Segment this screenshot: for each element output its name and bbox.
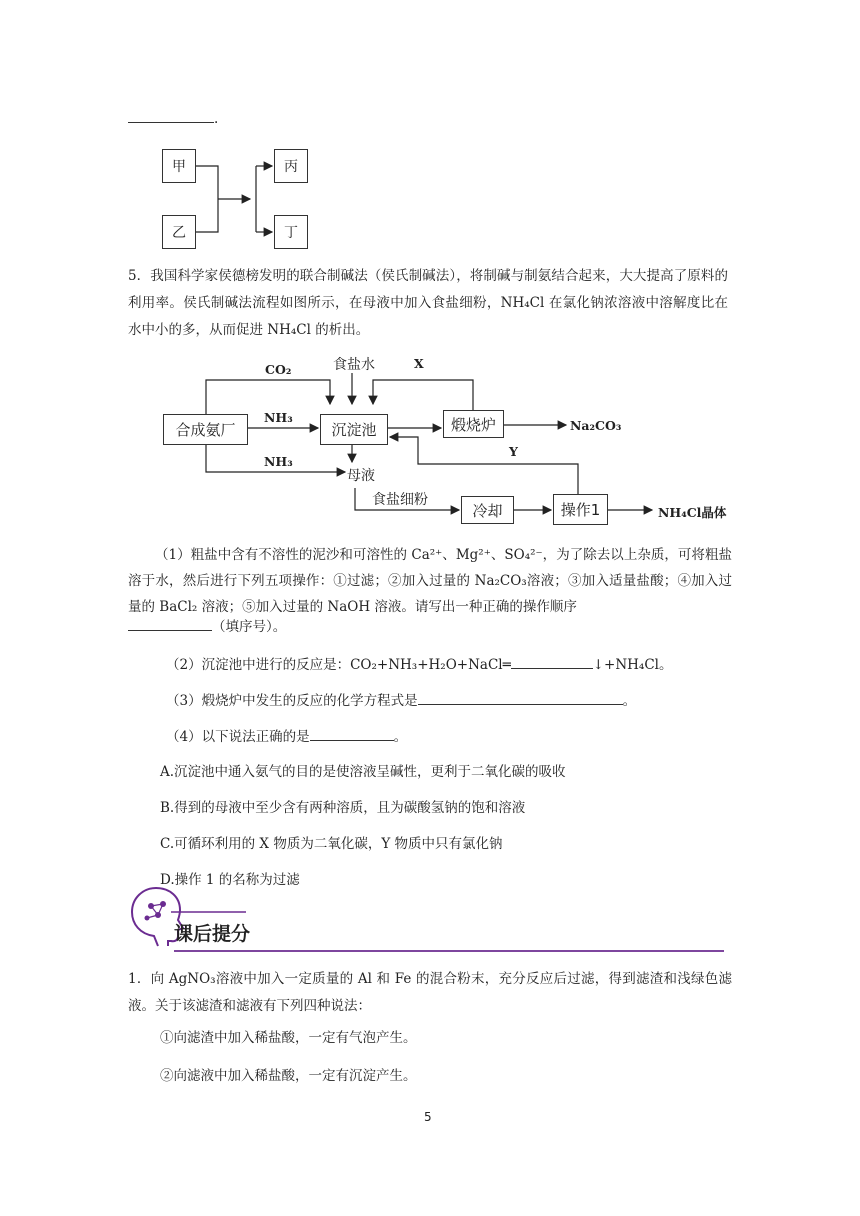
label-nh3-top: NH₃: [264, 410, 293, 425]
q5-sub1-text: （1）粗盐中含有不溶性的泥沙和可溶性的 Ca²⁺、Mg²⁺、SO₄²⁻，为了除去以上杂质，可将粗盐溶于水，然后进行下列五项操作：①过滤；②加入过量的 Na₂CO₃溶液；③加入适量盐酸；④加入过量的 BaCl₂ 溶液；⑤加入过量的 NaOH 溶液。请写出一种正确的操作顺序: [128, 547, 732, 615]
q1-item-2: ②向滤液中加入稀盐酸，一定有沉淀产生。: [160, 1068, 417, 1084]
q5-subquestion-3: （3）煅烧炉中发生的反应的化学方程式是 。: [166, 690, 636, 711]
page-number: 5: [424, 1110, 432, 1124]
label-x: X: [414, 356, 424, 371]
q1-item-1: ①向滤渣中加入稀盐酸，一定有气泡产生。: [160, 1030, 417, 1046]
box-settling-tank: 沉淀池: [320, 414, 388, 445]
box-operation-1: 操作1: [553, 494, 608, 525]
label-fine-salt: 食盐细粉: [372, 492, 428, 508]
label-co2: CO₂: [265, 362, 292, 377]
box-bing: 丙: [274, 149, 308, 183]
box-ding: 丁: [274, 215, 308, 249]
label-mother-liquor: 母液: [347, 468, 375, 484]
q5-subquestion-4: （4）以下说法正确的是 。: [166, 726, 407, 747]
label-y: Y: [509, 444, 518, 459]
box-jia: 甲: [162, 149, 196, 183]
box-yi: 乙: [162, 215, 196, 249]
answer-blank-line: .: [128, 108, 218, 129]
label-nh4cl-crystal: NH₄Cl晶体: [658, 505, 727, 520]
section-title: 课后提分: [174, 923, 251, 945]
label-brine: 食盐水: [333, 357, 375, 373]
label-nh3-bottom: NH₃: [264, 454, 293, 469]
q1-intro: 1．向 AgNO₃溶液中加入一定质量的 Al 和 Fe 的混合粉末，充分反应后过滤，得到滤渣和浅绿色滤液。关于该滤渣和滤液有下列四种说法：: [128, 971, 732, 1014]
q5-intro: 5．我国科学家侯德榜发明的联合制碱法（侯氏制碱法），将制碱与制氨结合起来，大大提高了原料的利用率。侯氏制碱法流程如图所示，在母液中加入食盐细粉，NH₄Cl 在氯化钠浓溶液中溶解度比在水中小的多，从而促进 NH₄Cl 的析出。: [128, 268, 728, 338]
box-ammonia-plant: 合成氨厂: [163, 414, 248, 445]
q5-option-a: A.沉淀池中通入氨气的目的是使溶液呈碱性，更利于二氧化碳的吸收: [160, 764, 566, 780]
box-cooling: 冷却: [461, 496, 514, 524]
q5-option-c: C.可循环利用的 X 物质为二氧化碳，Y 物质中只有氯化钠: [160, 836, 503, 852]
q5-subquestion-2: （2）沉淀池中进行的反应是：CO₂+NH₃+H₂O+NaCl═ ↓+NH₄Cl。: [166, 654, 673, 675]
label-na2co3: Na₂CO₃: [570, 418, 622, 433]
q5-option-d: D.操作 1 的名称为过滤: [160, 872, 300, 888]
box-calciner: 煅烧炉: [443, 410, 504, 438]
q5-sub1-answer-line: （填序号）。: [128, 616, 286, 637]
q5-option-b: B.得到的母液中至少含有两种溶质，且为碳酸氢钠的饱和溶液: [160, 800, 526, 816]
